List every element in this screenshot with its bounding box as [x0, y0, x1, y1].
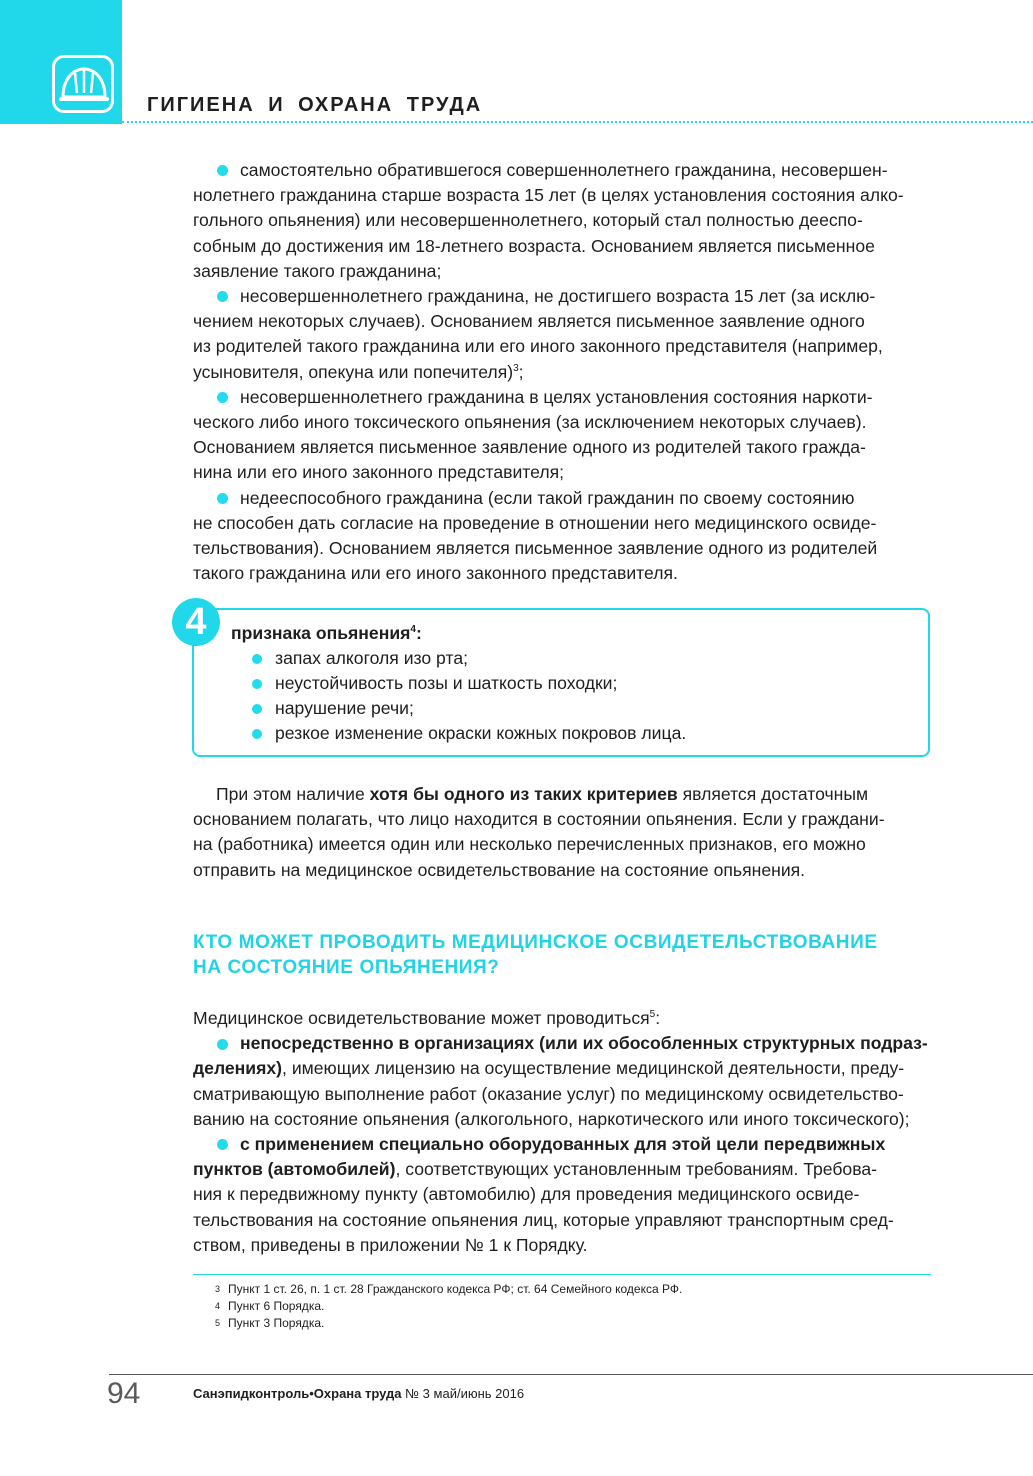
- bullet-icon: [217, 1139, 228, 1150]
- bullet-icon: [217, 392, 228, 403]
- footnote: 5 Пункт 3 Порядка.: [215, 1316, 325, 1330]
- bullet-icon: [217, 493, 228, 504]
- footnote-ref[interactable]: 3: [513, 362, 519, 374]
- list-item: самостоятельно обратившегося совершеннолетнего гражданина, несовершен- нолетнего гражданина старше возраста 15 лет (в целях установления состояния алко- гольного опьянения) или несовершеннолетнего, который стал полностью дееспо- собным до достижения им 18-летнего возраста. Основанием является письменное заявление такого гражданина;: [193, 160, 904, 281]
- journal-info: Санэпидконтроль•Охрана труда № 3 май/июнь 2016: [193, 1386, 525, 1401]
- criteria-paragraph: При этом наличие хотя бы одного из таких критериев является достаточным основанием полагать, что лицо находится в состоянии опьянения. Если у граждани- на (работника) имеется один или несколько перечисленных признаков, его можно отправить на медицинское освидетельствование на состояние опьянения.: [193, 784, 885, 880]
- list-item: запах алкоголя изо рта;: [252, 646, 686, 671]
- footer-divider: [109, 1374, 1033, 1375]
- signs-list: [252, 646, 686, 746]
- list-item: резкое изменение окраски кожных покровов лица.: [252, 721, 686, 746]
- list-item: с применением специально оборудованных для этой цели передвижных пунктов (автомобилей), соответствующих установленным требованиям. Требова- ния к передвижному пункту (автомобилю) для проведения медицинского освиде- тельствования на состояние опьянения лиц, которые управляют транспортным сред- ством, приведены в приложении № 1 к Порядку.: [193, 1134, 894, 1255]
- list-item: непосредственно в организациях (или их обособленных структурных подраз- делениях), имеющих лицензию на осуществление медицинской деятельности, преду- сматривающую выполнение работ (оказание услуг) по медицинскому освидетельство- ванию на состояние опьянения (алкогольного, наркотического или иного токсического);: [193, 1033, 928, 1129]
- bullet-icon: [252, 679, 262, 689]
- bullet-icon: [217, 291, 228, 302]
- list-item: несовершеннолетнего гражданина в целях установления состояния наркоти- ческого либо иного токсического опьянения (за исключением некоторых случаев). Основанием является письменное заявление одного из родителей такого гражда- нина или его иного законного представителя;: [193, 386, 873, 483]
- bullet-icon: [217, 1039, 228, 1050]
- bullet-icon: [252, 654, 262, 664]
- list-item: несовершеннолетнего гражданина, не достигшего возраста 15 лет (за исклю- чением некоторых случаев). Основанием является письменное заявление одного из родителей такого гражданина или его иного законного представителя (например, усыновителя, опекуна или попечителя)$^3$;: [193, 286, 883, 382]
- list-item: недееспособного гражданина (если такой гражданин по своему состоянию не способен дать согласие на проведение в отношении него медицинского освиде- тельствования). Основанием является письменное заявление одного из родителей такого гражданина или его иного законного представителя.: [193, 487, 878, 584]
- footnotes: [215, 1281, 682, 1332]
- bullet-icon: [252, 704, 262, 714]
- footnote: 3 Пункт 1 ст. 26, п. 1 ст. 28 Гражданского кодекса РФ; ст. 64 Семейного кодекса РФ.: [215, 1282, 683, 1296]
- hard-hat-icon: [52, 55, 114, 113]
- signs-title: признака опьянения$^4$:: [231, 623, 422, 643]
- list-item: неустойчивость позы и шаткость походки;: [252, 671, 686, 696]
- header-divider: [122, 121, 1033, 123]
- providers-section: Медицинское освидетельствование может проводиться$^5$: непосредственно в организациях (или их обособленных структурных подраз- делениях), имеющих лицензию на осуществление медицинской деятельности, преду- сматривающую выполнение работ (оказание услуг) по медицинскому освидетельство- ванию на состояние опьянения (алкогольного, наркотического или иного токсического); с применением специально оборудованных для этой цели передвижных пунктов (автомобилей), соответствующих установленным требованиям. Требова- ния к передвижному пункту (автомобилю) для проведения медицинского освиде- тельствования на состояние опьянения лиц, которые управляют транспортным сред- ством, приведены в приложении № 1 к Порядку.: [193, 1006, 931, 1258]
- bullet-icon: [217, 165, 228, 176]
- footnote-ref[interactable]: 4: [410, 624, 416, 636]
- footnote: 4 Пункт 6 Порядка.: [215, 1299, 325, 1313]
- bullet-icon: [252, 729, 262, 739]
- list-item: нарушение речи;: [252, 696, 686, 721]
- section-heading: КТО МОЖЕТ ПРОВОДИТЬ МЕДИЦИНСКОЕ ОСВИДЕТЕЛЬСТВОВАНИЕ НА СОСТОЯНИЕ ОПЬЯНЕНИЯ?: [193, 932, 878, 978]
- intro-list: [193, 158, 931, 586]
- page-number: 94: [107, 1377, 141, 1410]
- signs-count-badge: 4: [172, 598, 220, 646]
- footnotes-divider: [193, 1274, 931, 1275]
- section-title: ГИГИЕНА И ОХРАНА ТРУДА: [147, 94, 483, 116]
- footnote-ref[interactable]: 5: [649, 1009, 656, 1021]
